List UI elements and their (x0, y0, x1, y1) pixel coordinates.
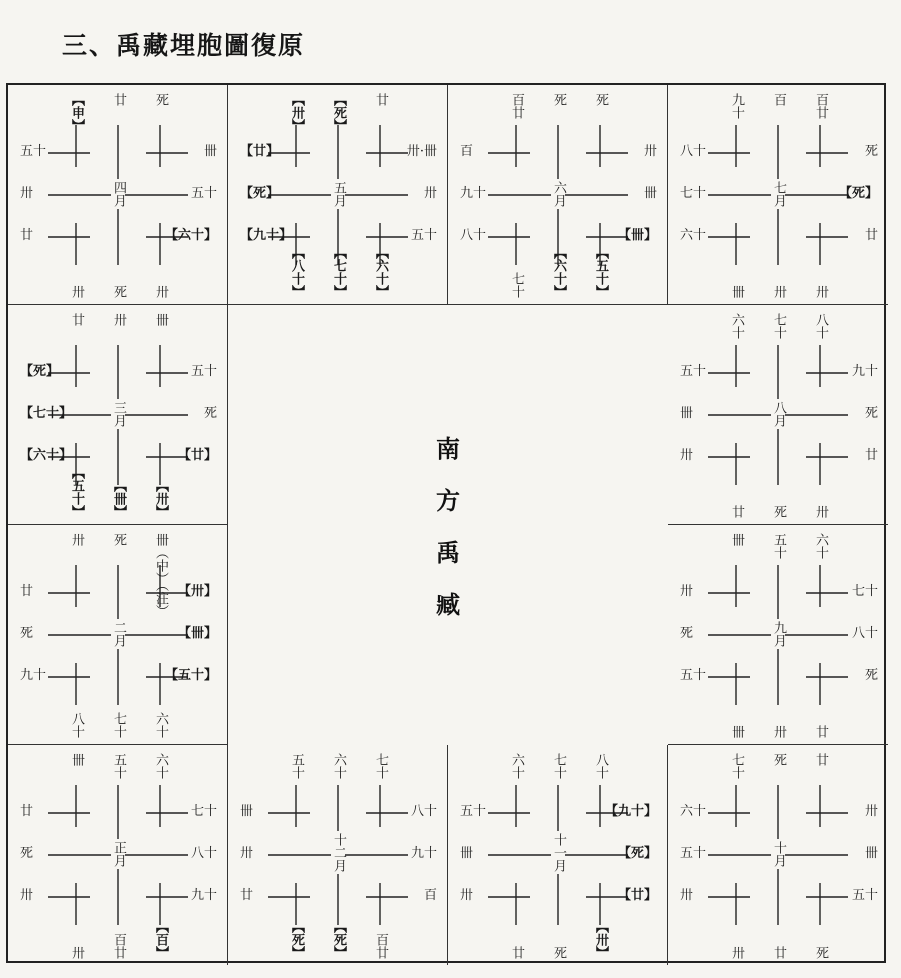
month-cell-ten (668, 745, 888, 965)
month-label: 三月 (111, 401, 126, 427)
left-label: 卅 (680, 448, 694, 463)
top-label: 廿 (69, 313, 84, 326)
top-label: 卌 (69, 753, 84, 766)
center-char: 方 (436, 486, 460, 515)
bottom-label: 卌 (729, 285, 744, 298)
right-label: 九十 (190, 888, 217, 903)
month-label: 十月 (771, 841, 786, 867)
right-label: 卅 (643, 144, 657, 159)
month-label: 八月 (771, 401, 786, 427)
top-label: 死 (111, 533, 126, 546)
top-label: 七十 (771, 313, 786, 339)
top-label: 五十 (771, 533, 786, 559)
right-label: 卌 (203, 144, 217, 159)
left-label: 廿 (240, 888, 254, 903)
top-label: 卌 (729, 533, 744, 546)
month-label: 二月 (111, 621, 126, 647)
bottom-label: 死 (551, 946, 566, 959)
right-label: 卅 (423, 186, 437, 201)
right-label: 廿 (864, 228, 878, 243)
right-label: 百 (423, 888, 437, 903)
top-label: 卌 (153, 313, 168, 326)
bottom-label: 卅 (771, 285, 786, 298)
right-label: 卌 (643, 186, 657, 201)
bottom-label: 【死】 (289, 920, 304, 959)
left-label: 廿 (20, 804, 34, 819)
month-cell-eight (668, 305, 888, 525)
right-label: 八十 (410, 804, 437, 819)
right-label: 死 (864, 406, 878, 421)
bottom-label: 【死】 (331, 920, 346, 959)
left-label: 死 (680, 626, 694, 641)
top-label: 廿 (111, 93, 126, 106)
center-char: 臧 (436, 590, 460, 619)
bottom-label: 卌 (729, 725, 744, 738)
bottom-label: 【六十】 (551, 246, 566, 298)
top-label: 死 (551, 93, 566, 106)
left-label: 卌 (460, 846, 474, 861)
month-cell-two (8, 525, 228, 745)
bottom-label: 卅 (771, 725, 786, 738)
top-label: 百廿 (813, 93, 828, 119)
left-label: 九十 (460, 186, 487, 201)
bottom-label: 【卅】 (153, 479, 168, 518)
right-label: 七十 (190, 804, 217, 819)
left-label: 【死】 (20, 364, 60, 379)
bottom-label: 卅 (69, 285, 84, 298)
birth-placenta-chart (6, 83, 886, 963)
top-label: 廿 (813, 753, 828, 766)
left-label: 【六十】 (20, 448, 73, 463)
left-label: 廿 (20, 584, 34, 599)
bottom-label: 死 (813, 946, 828, 959)
left-label: 【七十】 (20, 406, 73, 421)
right-label: 【死】 (617, 846, 657, 861)
left-label: 八十 (680, 144, 707, 159)
bottom-label: 【卌】 (111, 479, 126, 518)
bottom-label: 【七十】 (331, 246, 346, 298)
bottom-label: 卅 (813, 505, 828, 518)
left-label: 死 (20, 846, 34, 861)
bottom-label: 廿 (509, 946, 524, 959)
top-label: 卌（中）（注） (153, 533, 168, 618)
bottom-label: 【六十】 (373, 246, 388, 298)
top-label: 廿 (373, 93, 388, 106)
month-label: 四月 (111, 181, 126, 207)
left-label: 五十 (680, 364, 707, 379)
top-label: 六十 (153, 753, 168, 779)
right-label: 【卌】 (177, 626, 217, 641)
left-label: 七十 (680, 186, 707, 201)
bottom-label: 卅 (153, 285, 168, 298)
month-label: 十二月 (331, 833, 346, 872)
left-label: 卅 (20, 888, 34, 903)
top-label: 八十 (813, 313, 828, 339)
right-label: 【卅】 (177, 584, 217, 599)
bottom-label: 【五十】 (69, 466, 84, 518)
left-label: 五十 (680, 668, 707, 683)
left-label: 卅 (680, 888, 694, 903)
top-label: 卅 (69, 533, 84, 546)
right-label: 九十 (410, 846, 437, 861)
center-char: 南 (436, 434, 460, 463)
left-label: 五十 (20, 144, 47, 159)
center-title (433, 423, 463, 631)
month-cell-four (8, 85, 228, 305)
bottom-label: 廿 (729, 505, 744, 518)
left-label: 【廿】 (240, 144, 280, 159)
right-label: 【五十】 (164, 668, 217, 683)
month-cell-six (448, 85, 668, 305)
top-label: 六十 (813, 533, 828, 559)
top-label: 六十 (331, 753, 346, 779)
top-label: 六十 (729, 313, 744, 339)
top-label: 【死】 (331, 93, 346, 132)
right-label: 五十 (190, 364, 217, 379)
top-label: 七十 (551, 753, 566, 779)
top-label: 百 (771, 93, 786, 106)
top-label: 【申】 (69, 93, 84, 132)
left-label: 八十 (460, 228, 487, 243)
month-label: 六月 (551, 181, 566, 207)
bottom-label: 廿 (771, 946, 786, 959)
left-label: 死 (20, 626, 34, 641)
top-label: 死 (153, 93, 168, 106)
month-cell-eleven (448, 745, 668, 965)
left-label: 五十 (460, 804, 487, 819)
bottom-label: 廿 (813, 725, 828, 738)
bottom-label: 卅 (69, 946, 84, 959)
right-label: 卅 (864, 804, 878, 819)
left-label: 九十 (20, 668, 47, 683)
right-label: 八十 (851, 626, 878, 641)
top-label: 死 (771, 753, 786, 766)
right-label: 卅·卌 (406, 144, 437, 159)
left-label: 卌 (240, 804, 254, 819)
month-label: 正月 (111, 841, 126, 867)
bottom-label: 七十 (111, 712, 126, 738)
bottom-label: 【卅】 (593, 920, 608, 959)
top-label: 【卅】 (289, 93, 304, 132)
center-char: 禹 (436, 538, 460, 567)
month-cell-five (228, 85, 448, 305)
left-label: 六十 (680, 228, 707, 243)
month-cell-three (8, 305, 228, 525)
month-label: 十一月 (551, 833, 566, 872)
left-label: 六十 (680, 804, 707, 819)
page-title: 三、禹藏埋胞圖復原 (62, 31, 306, 60)
month-label: 五月 (331, 181, 346, 207)
month-cell-seven (668, 85, 888, 305)
bottom-label: 卅 (813, 285, 828, 298)
top-label: 八十 (593, 753, 608, 779)
bottom-label: 百廿 (111, 933, 126, 959)
bottom-label: 【百】 (153, 920, 168, 959)
right-label: 七十 (851, 584, 878, 599)
right-label: 死 (864, 668, 878, 683)
right-label: 【卌】 (617, 228, 657, 243)
left-label: 廿 (20, 228, 34, 243)
right-label: 卌 (864, 846, 878, 861)
right-label: 【廿】 (177, 448, 217, 463)
month-label: 七月 (771, 181, 786, 207)
left-label: 【死】 (240, 186, 280, 201)
month-cell-one (8, 745, 228, 965)
bottom-label: 【八十】 (289, 246, 304, 298)
right-label: 五十 (851, 888, 878, 903)
bottom-label: 死 (771, 505, 786, 518)
bottom-label: 【五十】 (593, 246, 608, 298)
bottom-label: 七十 (509, 272, 524, 298)
top-label: 七十 (729, 753, 744, 779)
top-label: 死 (593, 93, 608, 106)
left-label: 【九十】 (240, 228, 293, 243)
right-label: 【九十】 (604, 804, 657, 819)
top-label: 五十 (289, 753, 304, 779)
bottom-label: 百廿 (373, 933, 388, 959)
right-label: 死 (203, 406, 217, 421)
right-label: 【廿】 (617, 888, 657, 903)
bottom-label: 卅 (729, 946, 744, 959)
right-label: 【六十】 (164, 228, 217, 243)
month-cell-nine (668, 525, 888, 745)
top-label: 卅 (111, 313, 126, 326)
right-label: 五十 (410, 228, 437, 243)
right-label: 九十 (851, 364, 878, 379)
left-label: 五十 (680, 846, 707, 861)
right-label: 八十 (190, 846, 217, 861)
top-label: 九十 (729, 93, 744, 119)
right-label: 廿 (864, 448, 878, 463)
right-label: 死 (864, 144, 878, 159)
left-label: 卅 (460, 888, 474, 903)
month-label: 九月 (771, 621, 786, 647)
right-label: 【死】 (838, 186, 878, 201)
center-panel (228, 305, 668, 745)
left-label: 卅 (240, 846, 254, 861)
top-label: 六十 (509, 753, 524, 779)
top-label: 七十 (373, 753, 388, 779)
left-label: 卅 (20, 186, 34, 201)
top-label: 百廿 (509, 93, 524, 119)
left-label: 卌 (680, 406, 694, 421)
left-label: 百 (460, 144, 474, 159)
bottom-label: 六十 (153, 712, 168, 738)
bottom-label: 八十 (69, 712, 84, 738)
left-label: 卅 (680, 584, 694, 599)
right-label: 五十 (190, 186, 217, 201)
bottom-label: 死 (111, 285, 126, 298)
month-cell-twelve (228, 745, 448, 965)
top-label: 五十 (111, 753, 126, 779)
